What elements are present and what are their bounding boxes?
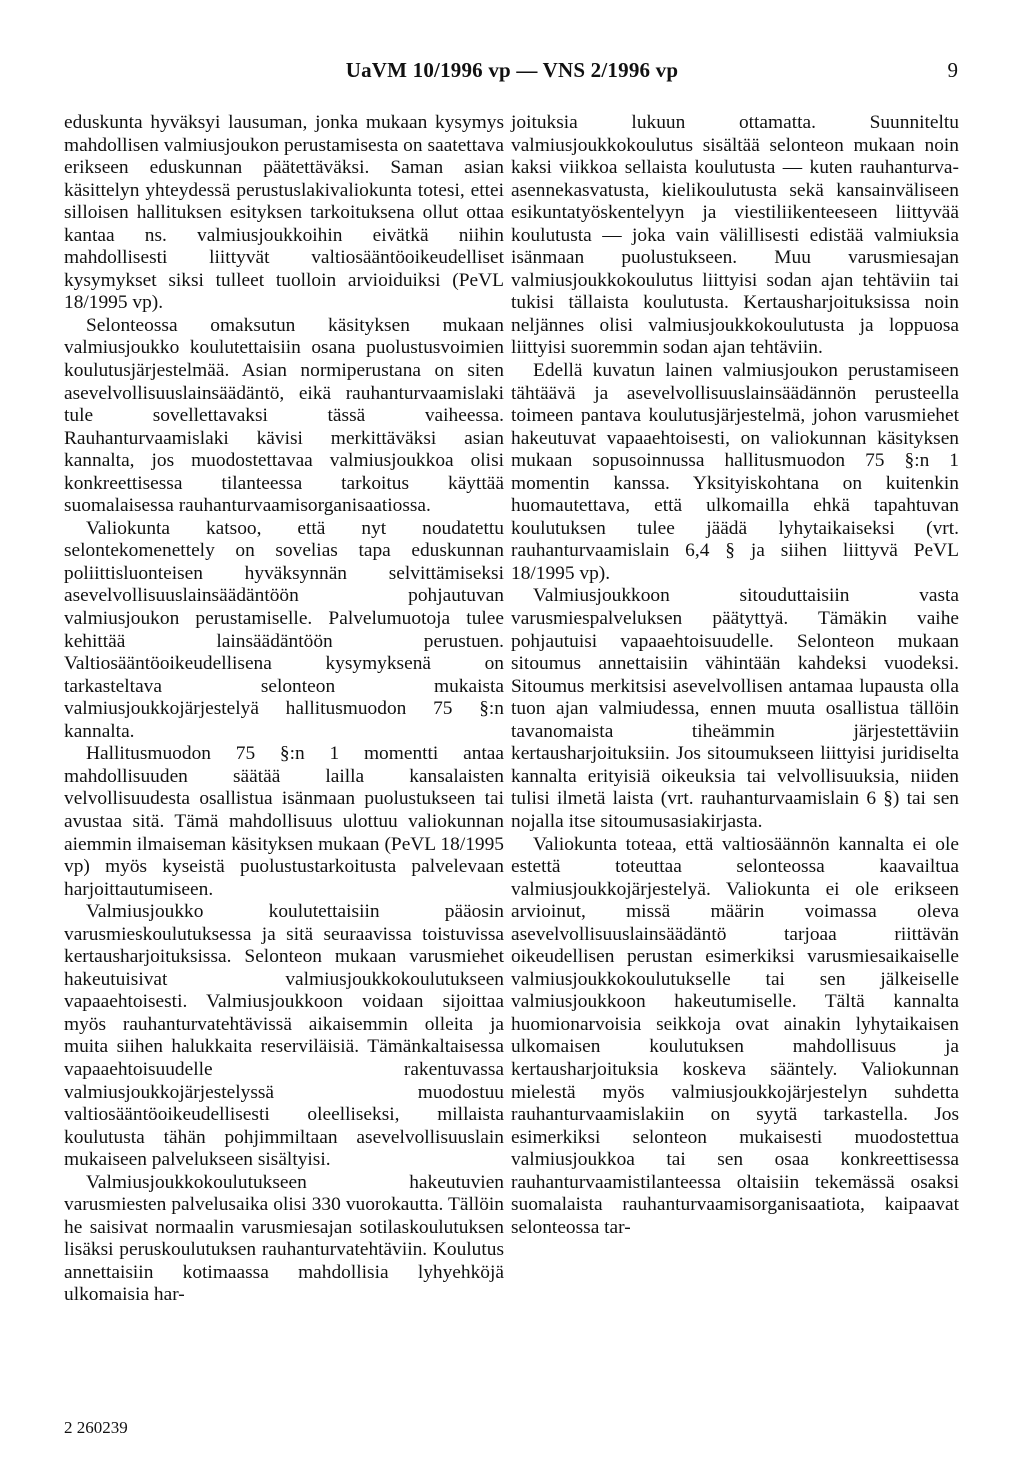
paragraph: eduskunta hyväksyi lausuman, jonka mukaan kysymys mahdollisen valmiusjoukon perustamisesta on saatettava erikseen eduskunnan päätettäväksi. Saman asian käsittelyn yhteydessä perustuslakivaliokunta totesi, ettei silloisen hallituksen esityksen tarkoituksena ollut ottaa kantaa ns. valmiusjoukkoihin eivätkä niihin mahdollisesti liittyvät valtiosääntöoikeudelliset kysymykset siksi tulleet tuolloin arvioiduiksi (PeVL 18/1995 vp).	[64, 112, 504, 314]
paragraph: Selonteossa omaksutun käsityksen mukaan valmiusjoukko koulutettaisiin osana puolustusvoimien koulutusjärjestelmää. Asian normiperustana on siten asevelvollisuuslainsäädäntö, eikä rauhanturvaamislaki tule sovellettavaksi tässä vaiheessa. Rauhanturvaamislaki kävisi merkittäväksi asian kannalta, jos muodostettavaa valmiusjoukkoa olisi konkreettisessa tilanteessa tarkoitus käyttää suomalaisessa rauhanturvaamisorganisaatiossa.	[64, 314, 504, 517]
paragraph: joituksia lukuun ottamatta. Suunniteltu valmiusjoukkokoulutus sisältää selonteon mukaan noin kaksi viikkoa sellaista koulutusta — kuten rauhanturva-asennekasvatusta, kielikoulutusta sekä kansainväliseen esikuntatyöskentelyyn ja viestiliikenteeseen liittyvää koulutusta — joka vain välillisesti edistää valmiuksia isänmaan puolustukseen. Muu varusmiesajan valmiusjoukkokoulutus liittyisi sodan ajan tehtäviin tai tukisi tällaista koulutusta. Kertausharjoituksissa noin neljännes olisi valmiusjoukkokoulutusta ja loppuosa liittyisi suoremmin sodan ajan tehtäviin.	[511, 112, 959, 359]
page-number: 9	[947, 58, 958, 82]
running-header: UaVM 10/1996 vp — VNS 2/1996 vp	[345, 58, 679, 82]
left-column	[64, 112, 504, 1307]
paragraph: Valiokunta katsoo, että nyt noudatettu selontekomenettely on sovelias tapa eduskunnan poliittisluonteisen hyväksynnän selvittämiseksi asevelvollisuuslainsäädäntöön pohjautuvan valmiusjoukon perustamiselle. Palvelumuotoja tulee kehittää lainsäädäntöön perustuen. Valtiosääntöoikeudellisena kysymyksenä on tarkasteltava selonteon mukaista valmiusjoukkojärjestelyä hallitusmuodon 75 §:n kannalta.	[64, 517, 504, 742]
paragraph: Valiokunta toteaa, että valtiosäännön kannalta ei ole estettä toteuttaa selonteossa kaavailtua valmiusjoukkojärjestelyä. Valiokunta ei ole erikseen arvioinut, missä määrin voimassa oleva asevelvollisuuslainsäädäntö tarjoaa riittävän oikeudellisen perustan esimerkiksi varusmiesaikaiselle valmiusjoukkokoulutukselle tai sen jälkeiselle valmiusjoukkoon hakeutumiselle. Tältä kannalta huomionarvoisia seikkoja ovat ainakin lyhytaikaisen ulkomaisen koulutuksen mahdollisuus ja kertausharjoituksia koskeva sääntely. Valiokunnan mielestä myös valmiusjoukkojärjestelyn suhdetta rauhanturvaamislakiin on syytä tarkastella. Jos esimerkiksi selonteon mukaisesti muodostettua valmiusjoukkoa tai sen osaa konkreettisessa rauhanturvaamistilanteessa oltaisiin tekemässä osaksi suomalaista rauhanturvaamisorganisaatiota, kaipaavat selonteossa tar-	[511, 833, 959, 1238]
paragraph: Edellä kuvatun lainen valmiusjoukon perustamiseen tähtäävä ja asevelvollisuuslainsäädännön perusteella toimeen pantava koulutusjärjestelmä, johon varusmiehet hakeutuvat vapaaehtoisesti, on valiokunnan käsityksen mukaan sopusoinnussa hallitusmuodon 75 §:n 1 momentin kanssa. Yksityiskohtana on kuitenkin huomautettava, että ulkomailla ehkä tapahtuvan koulutuksen tulee jäädä lyhytaikaiseksi (vrt. rauhanturvaamislain 6,4 § ja siihen liittyvä PeVL 18/1995 vp).	[511, 360, 959, 584]
right-column	[511, 112, 959, 1239]
paragraph: Valmiusjoukko koulutettaisiin pääosin varusmieskoulutuksessa ja sitä seuraavissa toistuvissa kertausharjoituksissa. Selonteon mukaan varusmiehet hakeutuisivat valmiusjoukkokoulutukseen vapaaehtoisesti. Valmiusjoukkoon voidaan sijoittaa myös rauhanturvatehtävissä aikaisemmin olleita ja muita siihen halukkaita reserviläisiä. Tämänkaltaisessa vapaaehtoisuudelle rakentuvassa valmiusjoukkojärjestelyssä muodostuu valtiosääntöoikeudellisesti oleelliseksi, millaista koulutusta tähän pohjimmiltaan asevelvollisuuslain mukaiseen palvelukseen sisältyisi.	[64, 901, 504, 1171]
paragraph: Valmiusjoukkokoulutukseen hakeutuvien varusmiesten palvelusaika olisi 330 vuorokautta. Tällöin he saisivat normaalin varusmiesajan sotilaskoulutuksen lisäksi peruskoulutuksen rauhanturvatehtäviin. Koulutus annettaisiin kotimaassa mahdollisia lyhyehköjä ulkomaisia har-	[64, 1171, 504, 1306]
footer-code: 2 260239	[64, 1418, 128, 1437]
paragraph: Hallitusmuodon 75 §:n 1 momentti antaa mahdollisuuden säätää lailla kansalaisten velvollisuudesta osallistua isänmaan puolustukseen tai avustaa sitä. Tämä mahdollisuus ulottuu valiokunnan aiemmin ilmaiseman käsityksen mukaan (PeVL 18/1995 vp) myös kyseistä puolustustarkoitusta palvelevaan harjoittautumiseen.	[64, 743, 504, 900]
paragraph: Valmiusjoukkoon sitouduttaisiin vasta varusmiespalveluksen päätyttyä. Tämäkin vaihe pohjautuisi vapaaehtoisuudelle. Selonteon mukaan sitoumus annettaisiin vähintään kahdeksi vuodeksi. Sitoumus merkitsisi asevelvollisen antamaa lupausta olla tuon ajan valmiudessa, ennen muuta osallistua tällöin tavanomaista tiheämmin järjestettäviin kertausharjoituksiin. Jos sitoumukseen liittyisi juridiselta kannalta erityisiä oikeuksia tai velvollisuuksia, niiden tulisi ilmetä laista (vrt. rauhanturvaamislain 6 §) tai sen nojalla itse sitoumusasiakirjasta.	[511, 585, 959, 832]
